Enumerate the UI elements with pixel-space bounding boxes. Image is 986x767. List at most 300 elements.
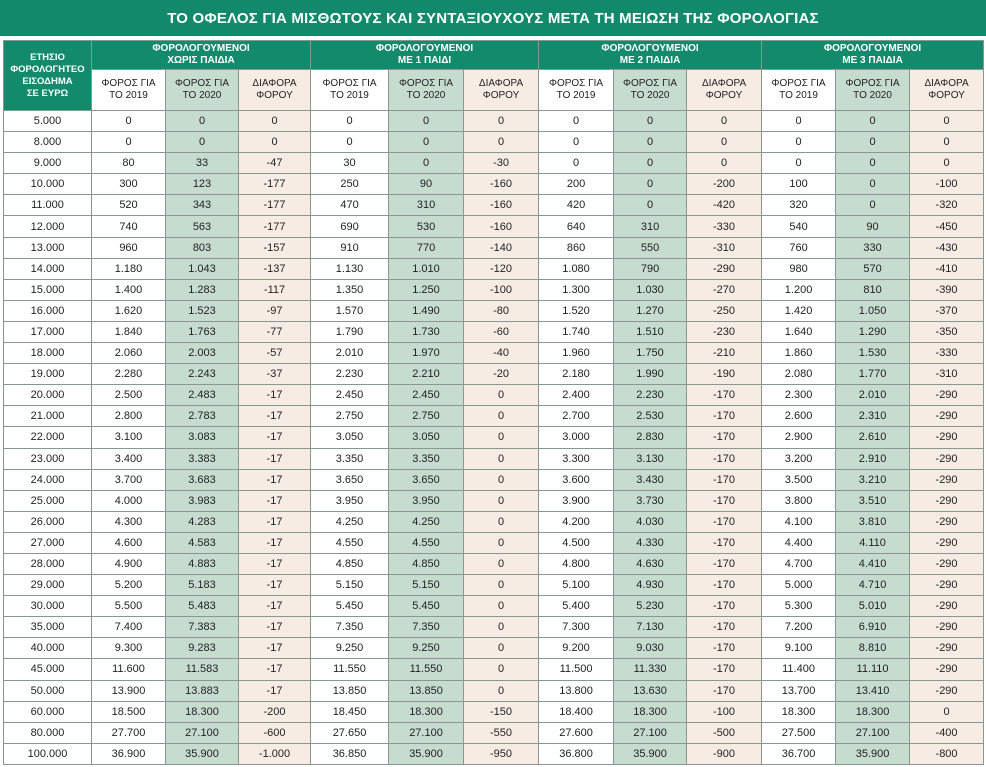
- tax-2020-cell: 9.283: [166, 638, 239, 659]
- tax-2020-cell: 4.330: [614, 532, 687, 553]
- tax-2019-cell: 2.500: [92, 385, 166, 406]
- subheader-tax-2019: [762, 70, 836, 111]
- tax-difference-cell: -17: [239, 469, 311, 490]
- income-cell: 30.000: [4, 596, 92, 617]
- tax-difference-cell: -17: [239, 427, 311, 448]
- tax-difference-cell: -17: [239, 553, 311, 574]
- tax-difference-cell: 0: [464, 111, 539, 132]
- table-row: [4, 448, 984, 469]
- subheader-line: ΤΟ 2019: [330, 90, 369, 101]
- subheader-line: ΦΟΡΟΣ ΓΙΑ: [398, 78, 454, 89]
- tax-2019-cell: 2.700: [539, 406, 614, 427]
- tax-2019-cell: 3.600: [539, 469, 614, 490]
- tax-difference-cell: -290: [910, 532, 984, 553]
- tax-difference-cell: -450: [910, 216, 984, 237]
- tax-2020-cell: 7.350: [389, 617, 464, 638]
- income-cell: 23.000: [4, 448, 92, 469]
- table-row: [4, 743, 984, 764]
- tax-2020-cell: 2.783: [166, 406, 239, 427]
- tax-2019-cell: 1.400: [92, 279, 166, 300]
- tax-difference-cell: -170: [687, 575, 762, 596]
- subheader-line: ΦΟΡΟΥ: [705, 90, 743, 101]
- tax-difference-cell: -140: [464, 237, 539, 258]
- tax-2020-cell: 810: [836, 279, 910, 300]
- tax-difference-cell: -500: [687, 722, 762, 743]
- tax-difference-cell: -170: [687, 680, 762, 701]
- tax-difference-cell: -97: [239, 300, 311, 321]
- tax-2019-cell: 2.060: [92, 343, 166, 364]
- tax-2020-cell: 3.810: [836, 511, 910, 532]
- tax-difference-cell: -320: [910, 195, 984, 216]
- tax-difference-cell: -77: [239, 321, 311, 342]
- tax-difference-cell: -310: [687, 237, 762, 258]
- tax-difference-cell: -177: [239, 216, 311, 237]
- tax-difference-cell: 0: [464, 406, 539, 427]
- tax-2019-cell: 27.600: [539, 722, 614, 743]
- tax-difference-cell: 0: [687, 132, 762, 153]
- tax-2020-cell: 550: [614, 237, 687, 258]
- tax-2020-cell: 3.083: [166, 427, 239, 448]
- tax-2020-cell: 4.850: [389, 553, 464, 574]
- income-header: [4, 41, 92, 111]
- tax-2019-cell: 4.100: [762, 511, 836, 532]
- subheader-line: ΦΟΡΟΥ: [482, 90, 520, 101]
- tax-2020-cell: 123: [166, 174, 239, 195]
- tax-2019-cell: 760: [762, 237, 836, 258]
- income-cell: 10.000: [4, 174, 92, 195]
- table-row: [4, 195, 984, 216]
- tax-2020-cell: 2.210: [389, 364, 464, 385]
- table-row: [4, 153, 984, 174]
- tax-difference-cell: -290: [910, 659, 984, 680]
- tax-2019-cell: 3.050: [311, 427, 389, 448]
- tax-difference-cell: -150: [464, 701, 539, 722]
- income-cell: 28.000: [4, 553, 92, 574]
- tax-2020-cell: 2.230: [614, 385, 687, 406]
- tax-difference-cell: 0: [464, 385, 539, 406]
- tax-2020-cell: 18.300: [389, 701, 464, 722]
- tax-2020-cell: 2.450: [389, 385, 464, 406]
- income-cell: 80.000: [4, 722, 92, 743]
- tax-2020-cell: 2.610: [836, 427, 910, 448]
- tax-2019-cell: 5.500: [92, 596, 166, 617]
- tax-difference-cell: 0: [464, 469, 539, 490]
- tax-difference-cell: -170: [687, 469, 762, 490]
- tax-difference-cell: -170: [687, 553, 762, 574]
- tax-2019-cell: 1.740: [539, 321, 614, 342]
- table-row: [4, 701, 984, 722]
- income-cell: 12.000: [4, 216, 92, 237]
- tax-2019-cell: 5.450: [311, 596, 389, 617]
- tax-2019-cell: 3.900: [539, 490, 614, 511]
- tax-difference-cell: -950: [464, 743, 539, 764]
- tax-difference-cell: 0: [687, 111, 762, 132]
- table-row: [4, 596, 984, 617]
- tax-difference-cell: -290: [910, 638, 984, 659]
- tax-2019-cell: 27.650: [311, 722, 389, 743]
- tax-2019-cell: 740: [92, 216, 166, 237]
- tax-2019-cell: 1.960: [539, 343, 614, 364]
- tax-2020-cell: 13.630: [614, 680, 687, 701]
- tax-2020-cell: 35.900: [166, 743, 239, 764]
- tax-difference-cell: -330: [910, 343, 984, 364]
- tax-difference-cell: -290: [910, 680, 984, 701]
- tax-2019-cell: 5.100: [539, 575, 614, 596]
- tax-difference-cell: -290: [910, 490, 984, 511]
- table-row: [4, 638, 984, 659]
- table-row: [4, 300, 984, 321]
- tax-2019-cell: 3.400: [92, 448, 166, 469]
- tax-2020-cell: 1.283: [166, 279, 239, 300]
- tax-2020-cell: 5.183: [166, 575, 239, 596]
- income-cell: 14.000: [4, 258, 92, 279]
- tax-2019-cell: 5.400: [539, 596, 614, 617]
- tax-2019-cell: 0: [311, 111, 389, 132]
- tax-difference-cell: -600: [239, 722, 311, 743]
- tax-2020-cell: 1.510: [614, 321, 687, 342]
- tax-2019-cell: 36.700: [762, 743, 836, 764]
- subheader-line: ΤΟ 2019: [556, 90, 596, 101]
- tax-difference-cell: 0: [910, 153, 984, 174]
- tax-2019-cell: 5.150: [311, 575, 389, 596]
- tax-2019-cell: 4.300: [92, 511, 166, 532]
- tax-difference-cell: -170: [687, 511, 762, 532]
- tax-difference-cell: -230: [687, 321, 762, 342]
- tax-difference-cell: -170: [687, 596, 762, 617]
- group-header-2-children: [539, 41, 762, 70]
- tax-2020-cell: 90: [389, 174, 464, 195]
- tax-2020-cell: 35.900: [389, 743, 464, 764]
- subheader-line: ΦΟΡΟΣ ΓΙΑ: [101, 78, 156, 89]
- tax-2019-cell: 2.900: [762, 427, 836, 448]
- tax-2020-cell: 11.583: [166, 659, 239, 680]
- subheader-line: ΦΟΡΟΣ ΓΙΑ: [322, 78, 377, 89]
- tax-2019-cell: 1.080: [539, 258, 614, 279]
- tax-2019-cell: 2.750: [311, 406, 389, 427]
- subheader-line: ΦΟΡΟΣ ΓΙΑ: [548, 78, 604, 89]
- tax-2019-cell: 0: [92, 111, 166, 132]
- tax-2019-cell: 520: [92, 195, 166, 216]
- tax-2020-cell: 0: [836, 195, 910, 216]
- tax-2019-cell: 4.550: [311, 532, 389, 553]
- tax-2019-cell: 860: [539, 237, 614, 258]
- tax-2020-cell: 530: [389, 216, 464, 237]
- tax-2019-cell: 1.180: [92, 258, 166, 279]
- tax-difference-cell: -170: [687, 406, 762, 427]
- tax-2020-cell: 5.450: [389, 596, 464, 617]
- tax-difference-cell: 0: [464, 511, 539, 532]
- income-cell: 13.000: [4, 237, 92, 258]
- tax-2019-cell: 18.450: [311, 701, 389, 722]
- tax-difference-cell: -290: [910, 448, 984, 469]
- tax-2019-cell: 960: [92, 237, 166, 258]
- subheader-tax-2020: [166, 70, 239, 111]
- tax-2020-cell: 3.510: [836, 490, 910, 511]
- tax-difference-cell: -400: [910, 722, 984, 743]
- tax-difference-cell: -177: [239, 174, 311, 195]
- tax-difference-cell: -17: [239, 638, 311, 659]
- table-row: [4, 279, 984, 300]
- tax-2019-cell: 7.400: [92, 617, 166, 638]
- subheader-tax-2019: [92, 70, 166, 111]
- tax-2020-cell: 310: [614, 216, 687, 237]
- tax-difference-cell: 0: [464, 638, 539, 659]
- tax-difference-cell: -177: [239, 195, 311, 216]
- tax-difference-cell: -30: [464, 153, 539, 174]
- tax-2019-cell: 2.280: [92, 364, 166, 385]
- tax-difference-cell: -170: [687, 638, 762, 659]
- tax-difference-cell: 0: [464, 490, 539, 511]
- tax-2019-cell: 2.800: [92, 406, 166, 427]
- table-row: [4, 343, 984, 364]
- tax-2019-cell: 5.300: [762, 596, 836, 617]
- tax-2020-cell: 35.900: [836, 743, 910, 764]
- tax-2019-cell: 80: [92, 153, 166, 174]
- subheader-line: ΔΙΑΦΟΡΑ: [701, 78, 747, 89]
- income-header-line: ΕΤΗΣΙΟ: [30, 51, 65, 63]
- subheader-line: ΦΟΡΟΣ ΓΙΑ: [845, 78, 900, 89]
- income-cell: 60.000: [4, 701, 92, 722]
- tax-2020-cell: 1.030: [614, 279, 687, 300]
- tax-2019-cell: 11.400: [762, 659, 836, 680]
- tax-2019-cell: 640: [539, 216, 614, 237]
- tax-difference-cell: -170: [687, 490, 762, 511]
- tax-difference-cell: -47: [239, 153, 311, 174]
- table-row: [4, 216, 984, 237]
- subheader-line: ΤΟ 2019: [779, 90, 818, 101]
- tax-2019-cell: 4.250: [311, 511, 389, 532]
- tax-2020-cell: 3.650: [389, 469, 464, 490]
- tax-2020-cell: 11.550: [389, 659, 464, 680]
- tax-2020-cell: 0: [389, 111, 464, 132]
- tax-2020-cell: 4.630: [614, 553, 687, 574]
- tax-difference-cell: -100: [687, 701, 762, 722]
- tax-2020-cell: 803: [166, 237, 239, 258]
- income-cell: 19.000: [4, 364, 92, 385]
- tax-2020-cell: 0: [836, 132, 910, 153]
- table-row: [4, 321, 984, 342]
- tax-2020-cell: 1.530: [836, 343, 910, 364]
- tax-difference-cell: 0: [464, 596, 539, 617]
- subheader-tax-difference: [239, 70, 311, 111]
- tax-2020-cell: 0: [836, 174, 910, 195]
- group-header-line: ΜΕ 2 ΠΑΙΔΙΑ: [619, 55, 681, 66]
- tax-2020-cell: 2.483: [166, 385, 239, 406]
- tax-2020-cell: 1.990: [614, 364, 687, 385]
- income-cell: 18.000: [4, 343, 92, 364]
- tax-difference-cell: -160: [464, 174, 539, 195]
- income-header-line: ΕΙΣΟΔΗΜΑ: [22, 75, 73, 87]
- table-row: [4, 532, 984, 553]
- tax-2019-cell: 0: [539, 111, 614, 132]
- tax-2019-cell: 0: [762, 111, 836, 132]
- tax-2020-cell: 4.583: [166, 532, 239, 553]
- tax-difference-cell: -290: [687, 258, 762, 279]
- tax-2020-cell: 3.683: [166, 469, 239, 490]
- income-cell: 35.000: [4, 617, 92, 638]
- tax-2020-cell: 0: [166, 132, 239, 153]
- tax-2020-cell: 27.100: [166, 722, 239, 743]
- tax-2019-cell: 3.500: [762, 469, 836, 490]
- tax-2019-cell: 3.350: [311, 448, 389, 469]
- tax-difference-cell: -100: [464, 279, 539, 300]
- tax-difference-cell: -330: [687, 216, 762, 237]
- tax-2019-cell: 27.700: [92, 722, 166, 743]
- tax-difference-cell: 0: [464, 659, 539, 680]
- income-cell: 22.000: [4, 427, 92, 448]
- tax-2019-cell: 11.500: [539, 659, 614, 680]
- tax-difference-cell: -37: [239, 364, 311, 385]
- tax-difference-cell: -60: [464, 321, 539, 342]
- tax-difference-cell: -290: [910, 406, 984, 427]
- tax-difference-cell: -290: [910, 553, 984, 574]
- subheader-tax-2020: [614, 70, 687, 111]
- tax-2020-cell: 0: [389, 132, 464, 153]
- tax-2020-cell: 7.130: [614, 617, 687, 638]
- tax-2020-cell: 1.010: [389, 258, 464, 279]
- table-row: [4, 511, 984, 532]
- tax-2019-cell: 4.400: [762, 532, 836, 553]
- tax-difference-cell: 0: [464, 427, 539, 448]
- subheader-line: ΤΟ 2020: [853, 90, 892, 101]
- tax-2019-cell: 1.520: [539, 300, 614, 321]
- tax-2020-cell: 4.410: [836, 553, 910, 574]
- tax-difference-cell: -17: [239, 680, 311, 701]
- table-row: [4, 132, 984, 153]
- group-header-line: ΧΩΡΙΣ ΠΑΙΔΙΑ: [167, 55, 235, 66]
- tax-2020-cell: 4.283: [166, 511, 239, 532]
- tax-difference-cell: 0: [464, 680, 539, 701]
- table-row: [4, 469, 984, 490]
- subheader-line: ΔΙΑΦΟΡΑ: [478, 78, 524, 89]
- tax-2019-cell: 3.700: [92, 469, 166, 490]
- subheader-line: ΤΟ 2020: [182, 90, 222, 101]
- tax-2019-cell: 5.200: [92, 575, 166, 596]
- tax-2020-cell: 570: [836, 258, 910, 279]
- tax-difference-cell: -390: [910, 279, 984, 300]
- subheader-line: ΤΟ 2019: [109, 90, 148, 101]
- tax-difference-cell: -800: [910, 743, 984, 764]
- subheader-line: ΦΟΡΟΥ: [928, 90, 965, 101]
- tax-2019-cell: 910: [311, 237, 389, 258]
- tax-2020-cell: 3.383: [166, 448, 239, 469]
- tax-difference-cell: -550: [464, 722, 539, 743]
- subheader-line: ΦΟΡΟΥ: [256, 90, 293, 101]
- tax-2020-cell: 9.250: [389, 638, 464, 659]
- tax-2019-cell: 13.850: [311, 680, 389, 701]
- group-header-line: ΦΟΡΟΛΟΓΟΥΜΕΝΟΙ: [375, 43, 474, 54]
- tax-2020-cell: 0: [166, 111, 239, 132]
- tax-difference-cell: 0: [239, 132, 311, 153]
- income-cell: 17.000: [4, 321, 92, 342]
- tax-difference-cell: -17: [239, 490, 311, 511]
- tax-2020-cell: 90: [836, 216, 910, 237]
- subheader-line: ΦΟΡΟΣ ΓΙΑ: [622, 78, 678, 89]
- group-header-line: ΜΕ 3 ΠΑΙΔΙΑ: [842, 55, 903, 66]
- income-cell: 20.000: [4, 385, 92, 406]
- tax-difference-cell: -80: [464, 300, 539, 321]
- tax-2019-cell: 3.950: [311, 490, 389, 511]
- tax-difference-cell: -157: [239, 237, 311, 258]
- subheader-line: ΦΟΡΟΣ ΓΙΑ: [174, 78, 230, 89]
- tax-difference-cell: -170: [687, 532, 762, 553]
- tax-2019-cell: 4.200: [539, 511, 614, 532]
- tax-2020-cell: 330: [836, 237, 910, 258]
- tax-difference-cell: -200: [239, 701, 311, 722]
- tax-difference-cell: 0: [464, 448, 539, 469]
- tax-difference-cell: 0: [464, 553, 539, 574]
- tax-2020-cell: 563: [166, 216, 239, 237]
- table-row: [4, 237, 984, 258]
- subheader-tax-2019: [311, 70, 389, 111]
- income-cell: 9.000: [4, 153, 92, 174]
- tax-2020-cell: 0: [614, 111, 687, 132]
- tax-2019-cell: 2.300: [762, 385, 836, 406]
- tax-difference-cell: -160: [464, 216, 539, 237]
- group-header-3-children: [762, 41, 984, 70]
- tax-2020-cell: 8.810: [836, 638, 910, 659]
- table-row: [4, 722, 984, 743]
- income-cell: 5.000: [4, 111, 92, 132]
- tax-2020-cell: 3.730: [614, 490, 687, 511]
- tax-2020-cell: 13.883: [166, 680, 239, 701]
- tax-2020-cell: 3.983: [166, 490, 239, 511]
- tax-2020-cell: 2.750: [389, 406, 464, 427]
- tax-2020-cell: 27.100: [614, 722, 687, 743]
- tax-2019-cell: 3.800: [762, 490, 836, 511]
- tax-2020-cell: 1.750: [614, 343, 687, 364]
- tax-2020-cell: 3.210: [836, 469, 910, 490]
- tax-2019-cell: 1.300: [539, 279, 614, 300]
- tax-2019-cell: 9.100: [762, 638, 836, 659]
- income-cell: 25.000: [4, 490, 92, 511]
- tax-2020-cell: 1.490: [389, 300, 464, 321]
- tax-difference-cell: -170: [687, 427, 762, 448]
- table-row: [4, 364, 984, 385]
- tax-2020-cell: 0: [389, 153, 464, 174]
- tax-2020-cell: 27.100: [836, 722, 910, 743]
- tax-difference-cell: -290: [910, 511, 984, 532]
- tax-difference-cell: -200: [687, 174, 762, 195]
- tax-2019-cell: 11.600: [92, 659, 166, 680]
- tax-2019-cell: 7.350: [311, 617, 389, 638]
- tax-difference-cell: -17: [239, 511, 311, 532]
- tax-2020-cell: 1.770: [836, 364, 910, 385]
- table-row: [4, 111, 984, 132]
- tax-2020-cell: 2.910: [836, 448, 910, 469]
- tax-difference-cell: -290: [910, 617, 984, 638]
- tax-2019-cell: 3.100: [92, 427, 166, 448]
- group-header-line: ΦΟΡΟΛΟΓΟΥΜΕΝΟΙ: [823, 43, 922, 54]
- tax-2019-cell: 18.500: [92, 701, 166, 722]
- tax-difference-cell: -40: [464, 343, 539, 364]
- tax-2020-cell: 3.050: [389, 427, 464, 448]
- income-cell: 27.000: [4, 532, 92, 553]
- tax-2019-cell: 0: [762, 132, 836, 153]
- tax-2020-cell: 3.130: [614, 448, 687, 469]
- tax-2020-cell: 310: [389, 195, 464, 216]
- subheader-line: ΔΙΑΦΟΡΑ: [924, 78, 969, 89]
- tax-2019-cell: 1.350: [311, 279, 389, 300]
- tax-2019-cell: 0: [539, 153, 614, 174]
- tax-2020-cell: 0: [614, 174, 687, 195]
- tax-difference-cell: -410: [910, 258, 984, 279]
- tax-2020-cell: 1.270: [614, 300, 687, 321]
- table-row: [4, 659, 984, 680]
- subheader-tax-2020: [836, 70, 910, 111]
- tax-2020-cell: 5.010: [836, 596, 910, 617]
- tax-2019-cell: 13.900: [92, 680, 166, 701]
